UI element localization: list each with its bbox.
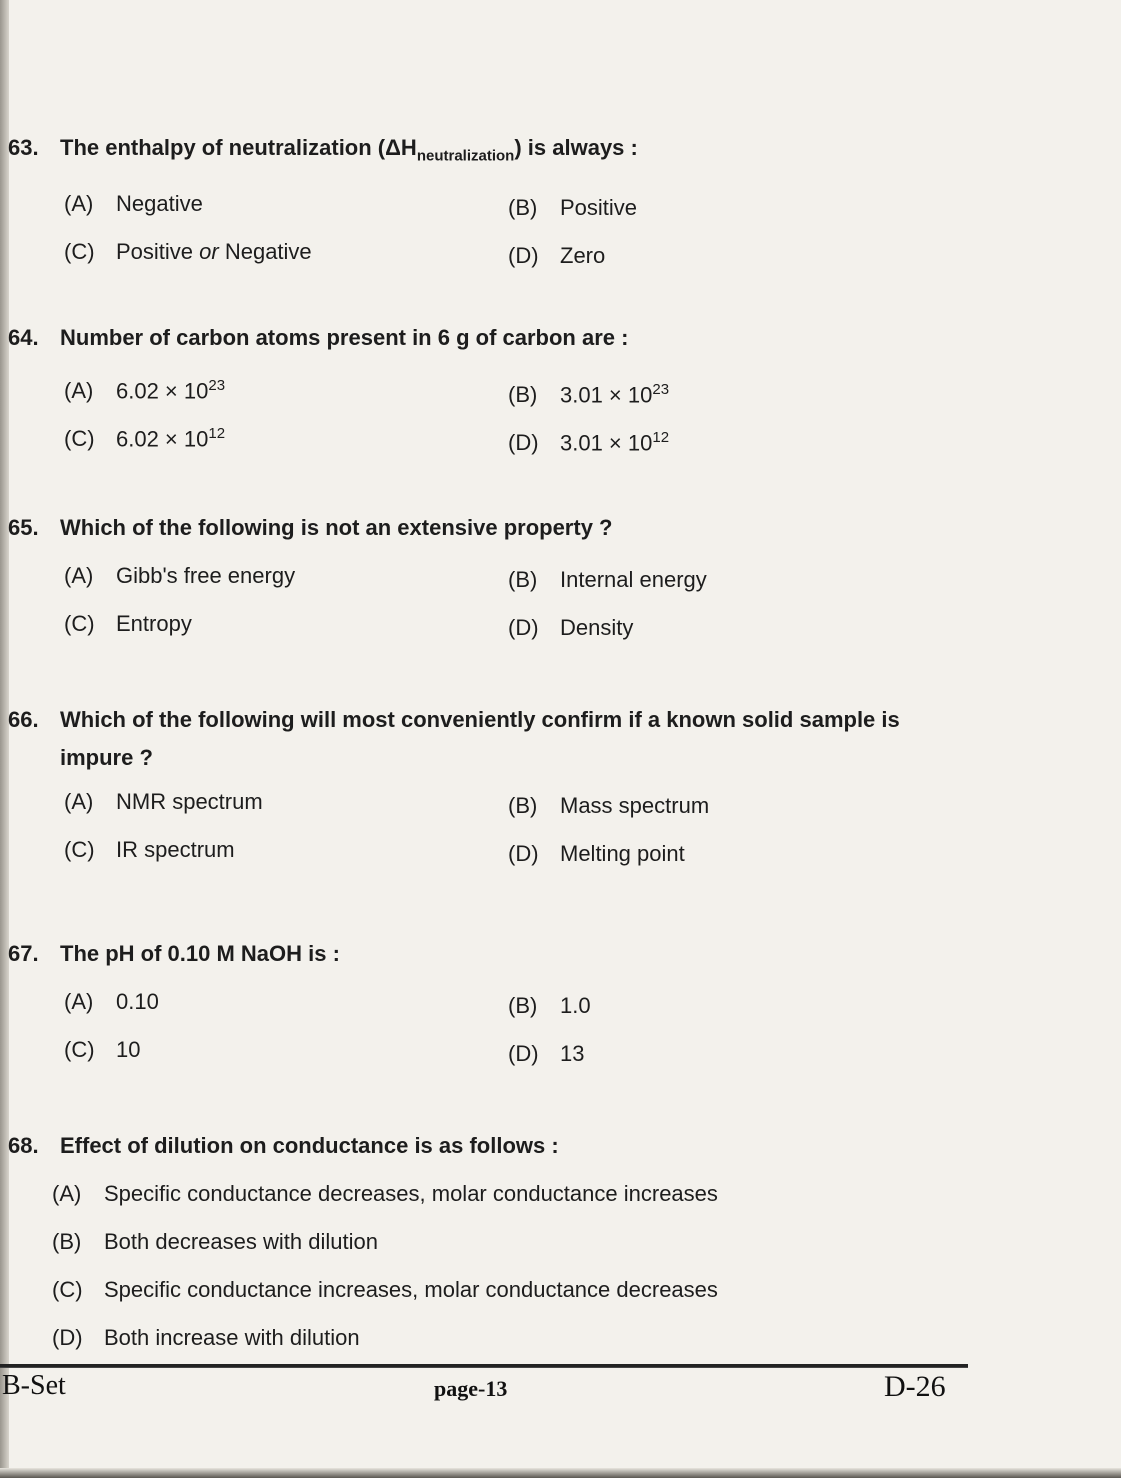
option-d: (D) Both increase with dilution xyxy=(52,1325,360,1350)
question-number: 64. xyxy=(8,325,39,350)
options-grid xyxy=(8,782,1018,878)
option-a: (A) $6.02 \times 10^{23}$ xyxy=(64,377,226,404)
options-grid xyxy=(8,556,1018,652)
options-grid xyxy=(8,366,1018,462)
question-text: 68. Effect of dilution on conductance is as follows : xyxy=(8,1128,1018,1164)
options-grid xyxy=(8,982,1018,1078)
subscript: neutralization xyxy=(416,147,515,165)
footer-rule xyxy=(0,1364,968,1368)
option-c: (C) $6.02 \times 10^{12}$ xyxy=(64,425,226,452)
footer-code: D-26 xyxy=(884,1370,946,1403)
question-65 xyxy=(8,510,1018,652)
question-text: 66. Which of the following will most conveniently confirm if a known solid sample is xyxy=(8,702,1018,738)
question-66 xyxy=(8,702,1018,878)
option-d: (D) Melting point xyxy=(508,841,685,866)
option-d: (D) Density xyxy=(508,615,634,640)
option-b: (B) Both decreases with dilution xyxy=(52,1229,378,1254)
option-c: (C) IR spectrum xyxy=(64,837,235,862)
option-a: (A) Specific conductance decreases, molar conductance increases xyxy=(52,1181,718,1206)
option-c: (C) Specific conductance increases, molar conductance decreases xyxy=(52,1277,718,1302)
option-c: (C) 10 xyxy=(64,1037,141,1062)
question-number: 65. xyxy=(8,515,39,540)
option-d: (D) $3.01 \times 10^{12}$ xyxy=(508,429,670,456)
question-number: 66. xyxy=(8,707,39,732)
question-text: 67. The pH of 0.10 M NaOH is : xyxy=(8,936,1018,972)
option-d: (D) 13 xyxy=(508,1041,585,1066)
question-number: 63. xyxy=(8,135,39,160)
footer-set-label: B-Set xyxy=(2,1370,66,1401)
option-b: (B) Positive xyxy=(508,195,638,221)
question-64 xyxy=(8,320,1018,462)
options-grid xyxy=(8,184,1018,280)
option-c: (C) Positive or Negative xyxy=(64,239,312,265)
question-63 xyxy=(8,130,1018,280)
option-b: (B) Mass spectrum xyxy=(508,793,710,818)
question-text: 63. The enthalpy of neutralization $(\Delta H_{neutralization})$ is always : xyxy=(8,130,1018,174)
footer-page-number: page-13 xyxy=(434,1376,508,1401)
option-a: (A) 0.10 xyxy=(64,989,159,1014)
question-text: 65. Which of the following is not an extensive property ? xyxy=(8,510,1018,546)
question-67 xyxy=(8,936,1018,1078)
question-text-continued: impure ? xyxy=(60,745,153,770)
option-d: (D) Zero xyxy=(508,243,606,269)
question-number: 67. xyxy=(8,941,39,966)
page-bottom-shadow xyxy=(0,1468,1121,1478)
option-a: (A) Gibb's free energy xyxy=(64,563,296,588)
question-number: 68. xyxy=(8,1133,39,1158)
option-b: (B) Internal energy xyxy=(508,567,707,592)
question-text: 64. Number of carbon atoms present in 6 g of carbon are : xyxy=(8,320,1018,356)
option-b: (B) 1.0 xyxy=(508,993,591,1018)
option-a: (A) NMR spectrum xyxy=(64,789,263,814)
option-a: (A) Negative xyxy=(64,191,203,217)
question-68 xyxy=(8,1128,1018,1366)
options-list xyxy=(8,1174,1018,1358)
option-b: (B) $3.01 \times 10^{23}$ xyxy=(508,381,670,408)
option-c: (C) Entropy xyxy=(64,611,192,636)
